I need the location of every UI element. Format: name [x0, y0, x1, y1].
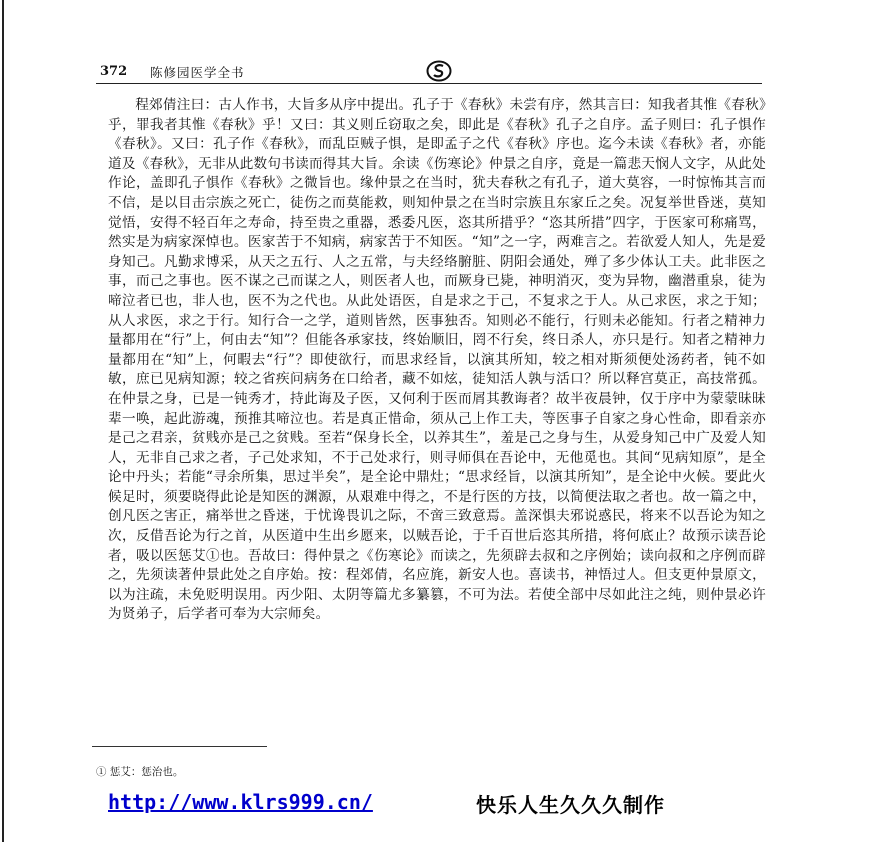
page-header	[94, 58, 764, 84]
running-title: 陈修园医学全书	[150, 65, 245, 80]
footnote-rule	[92, 746, 267, 747]
publisher-seal-icon	[426, 60, 452, 82]
watermark-url-link[interactable]: http://www.klrs999.cn/	[108, 790, 373, 814]
header-rule	[96, 83, 762, 84]
watermark-credit: 快乐人生久久久制作	[476, 793, 665, 817]
footnote: ① 惩艾：惩治也。	[96, 766, 184, 778]
page-number: 372	[100, 64, 128, 79]
main-paragraph: 程郊倩注曰：古人作书，大旨多从序中提出。孔子于《春秋》未尝有序，然其言曰：知我者其惟《春秋》乎，罪我者其惟《春秋》乎！又曰：其义则丘窃取之矣，即此是《春秋》孔子之自序。孟子则曰：孔子惧作《春秋》。又曰：孔子作《春秋》，而乱臣贼子惧，是即孟子之代《春秋》序也。迄今未读《春秋》者，亦能道及《春秋》，无非从此数句书读而得其大旨。余读《伤寒论》仲景之自序，竟是一篇悲天悯人文字，从此处作论，盖即孔子惧作《春秋》之微旨也。缘仲景之在当时，犹夫春秋之有孔子，道大莫容，一时惊怖其言而不信，是以目击宗族之死亡，徒伤之而莫能救，则知仲景之在当时宗族且东家丘之矣。况复举世昏迷，莫知觉悟，安得不轻百年之寿命，持至贵之重器，悉委凡医，恣其所措乎？“恣其所措”四字，于医家可称痛骂，然实是为病家深悼也。医家苦于不知病，病家苦于不知医。“知”之一字，两难言之。若欲爱人知人，先是爱身知己。凡勤求博采，从天之五行、人之五常，与夫经络腑脏、阴阳会通处，殚了多少体认工夫。此非医之事，而己之事也。医不谋之己而谋之人，则医者人也，而厥身已毙，神明消灭，变为异物，幽潜重泉，徒为啼泣者已也，非人也，医不为之代也。从此处语医，自是求之于己，不复求之于人。从己求医，求之于知；从人求医，求之于行。知行合一之学，道则皆然，医事独否。知则必不能行，行则未必能知。行者之精神力量都用在“行”上，何由去“知”？但能各承家技，终始顺旧，罔不行矣，终日杀人，亦只是行。知者之精神力量都用在“知”上，何暇去“行”？即使欲行，而思求经旨，以演其所知，较之相对斯须便处汤药者，钝不如敏，庶已见病知源；较之省疾问病务在口给者，藏不如炫，徒知活人孰与活口？所以释宫莫正，高技常孤。在仲景之身，已是一钝秀才，持此诲及子医，又何利于医而屑其教诲者？故半夜晨钟，仅于序中为蒙蒙昧昧辈一唤，起此游魂，预推其啼泣也。若是真正惜命，须从己上作工夫，等医事子自家之身心性命，即看亲亦是己之君亲，贫贱亦是己之贫贱。至若“保身长全，以养其生”，羞是己之身与生，从爱身知己中广及爱人知人，无非自己求之者，子己处求知，不于己处求行，则寻师俱在吾论中，无他觅也。其间“见病知原”，是全论中丹头；若能“寻余所集，思过半矣”，是全论中鼎灶；“思求经旨，以演其所知”，是全论中火候。要此火候足时，须要晓得此论是知医的渊源，从艰难中得之，不是行医的方技，以简便法取之者也。故一篇之中，创凡医之害正，痛举世之昏迷，于忧谗畏讥之际，不啻三致意焉。盖深惧夫邪说惑民，将来不以吾论为知之次，反借吾论为行之首，从医道中生出乡愿来，以贼吾论，于千百世后恣其所措，将何底止？故预示读吾论者，吸以医惩艾①也。吾故曰：得仲景之《伤寒论》而读之，先须辟去叔和之序例始；读向叔和之序例而辟之，先须读著仲景此处之自序始。按：程郊倩，名应旄，新安人也。喜读书，神悟过人。但支更仲景原文，以为注疏，未免贬明误用。丙少阳、太阴等篇尤多纂篡，不可为法。若使全部中尽如此注之纯，则仲景必许为贤弟子，后学者可奉为大宗师矣。	[108, 97, 766, 623]
page-edge-rule	[2, 0, 4, 842]
